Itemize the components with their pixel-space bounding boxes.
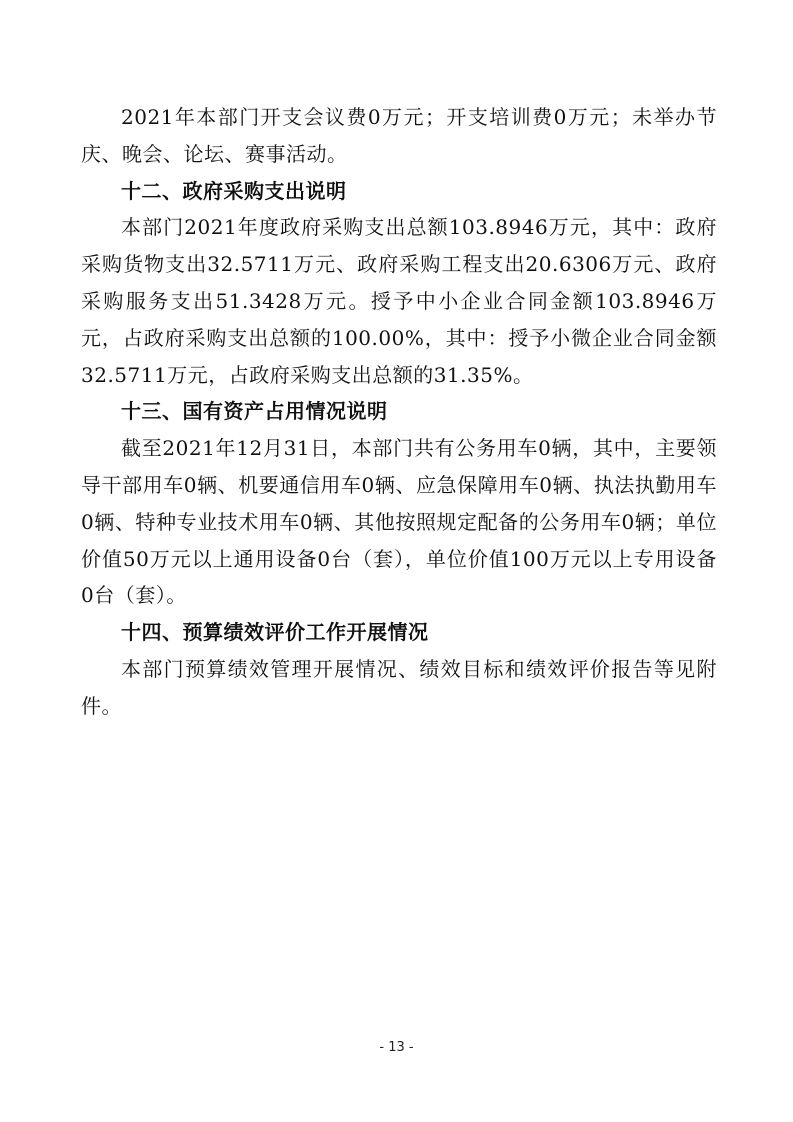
heading-performance-evaluation: 十四、预算绩效评价工作开展情况 xyxy=(121,620,429,645)
paragraph-performance-evaluation: 本部门预算绩效管理开展情况、绩效目标和绩效评价报告等见附件。 xyxy=(81,656,717,718)
document-body xyxy=(81,99,717,725)
heading-government-procurement: 十二、政府采购支出说明 xyxy=(121,178,347,203)
paragraph-meeting-training-expenses: 2021年本部门开支会议费0万元；开支培训费0万元；未举办节庆、晚会、论坛、赛事活动。 xyxy=(81,105,717,166)
heading-state-assets: 十三、国有资产占用情况说明 xyxy=(121,399,388,424)
paragraph-government-procurement: 本部门2021年度政府采购支出总额103.8946万元，其中：政府采购货物支出32.5711万元、政府采购工程支出20.6306万元、政府采购服务支出51.3428万元。授予中小企业合同金额103.8946万元，占政府采购支出总额的100.00%，其中：授予小微企业合同金额32.5711万元，占政府采购支出总额的31.35%。 xyxy=(81,215,717,387)
paragraph-state-assets: 截至2021年12月31日，本部门共有公务用车0辆，其中，主要领导干部用车0辆、机要通信用车0辆、应急保障用车0辆、执法执勤用车0辆、特种专业技术用车0辆、其他按照规定配备的公务用车0辆；单位价值50万元以上通用设备0台（套），单位价值100万元以上专用设备0台（套）。 xyxy=(81,436,717,608)
page-number: - 13 - xyxy=(379,1040,414,1055)
